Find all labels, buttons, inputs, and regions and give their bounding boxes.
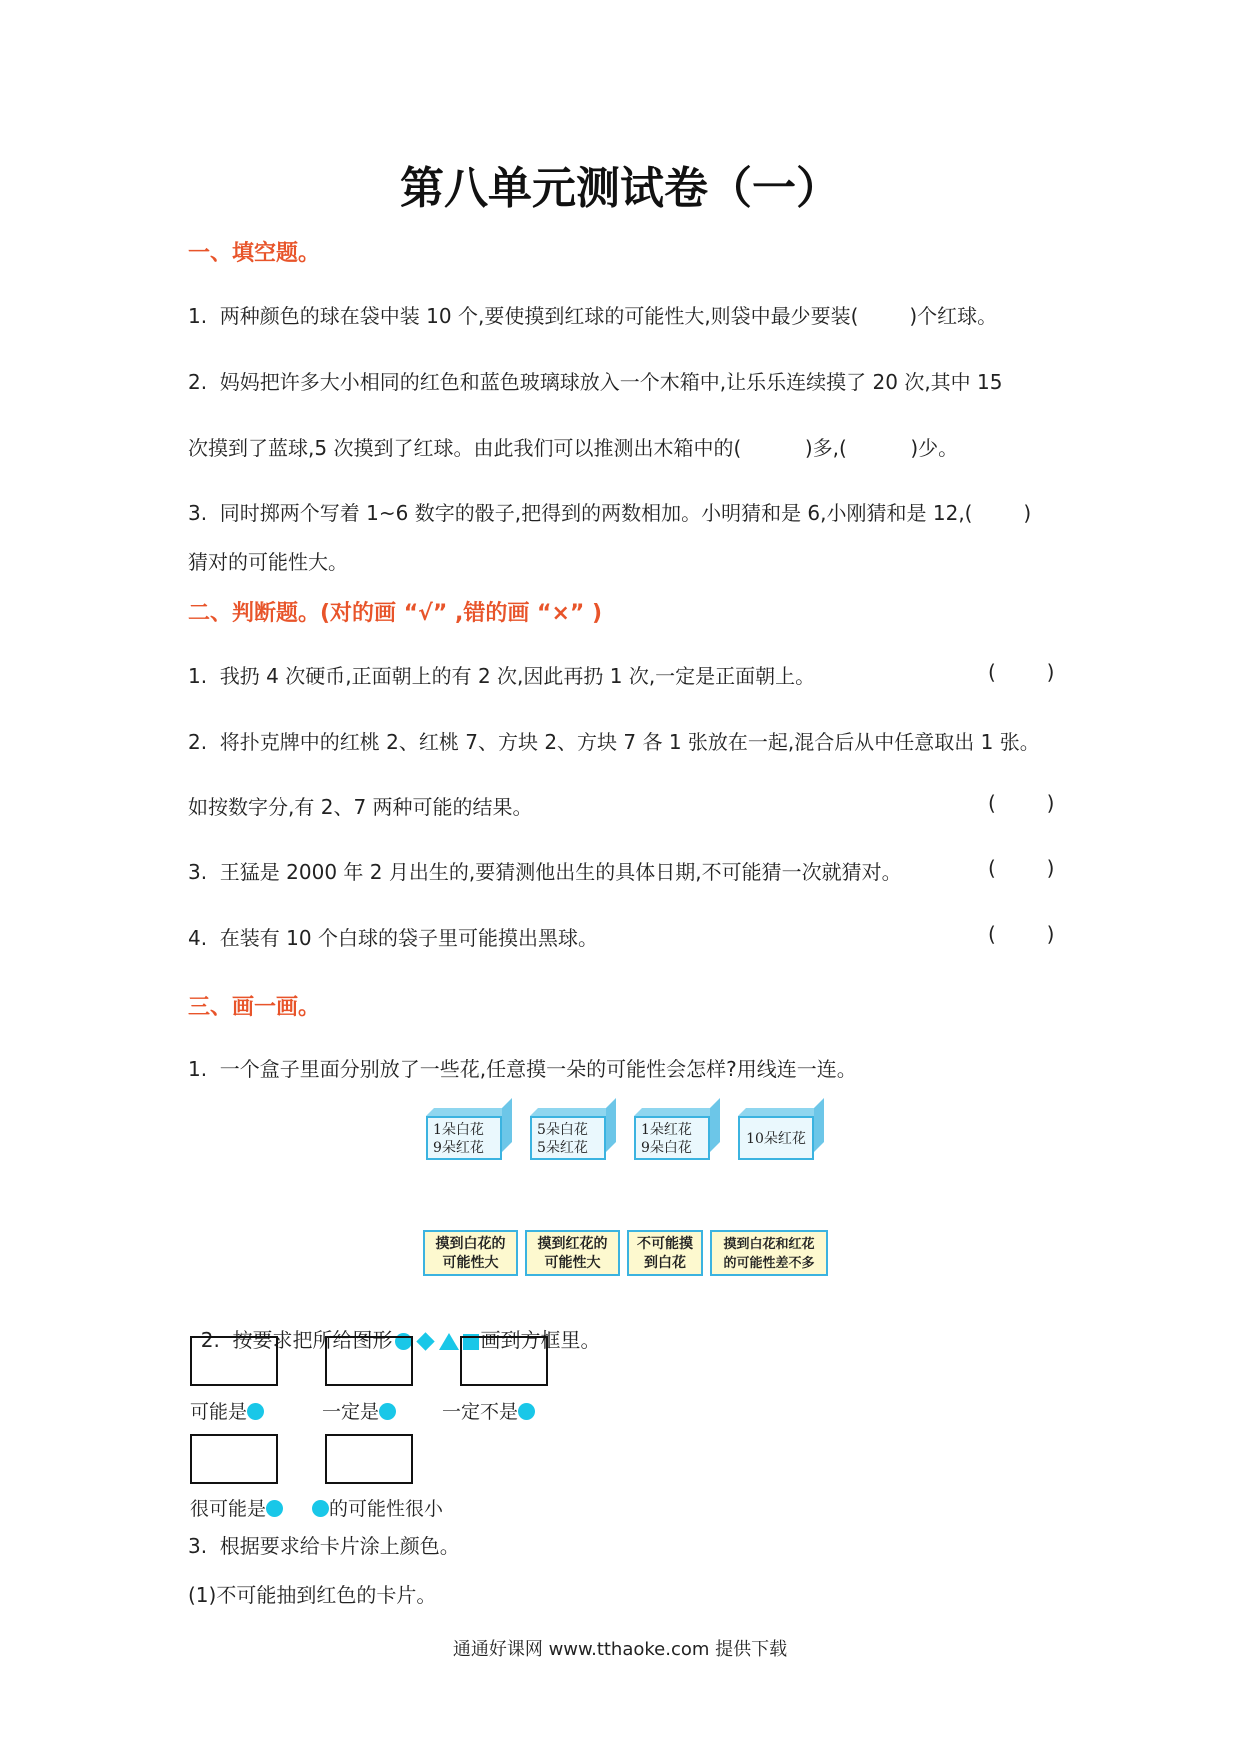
draw-box[interactable]: [460, 1336, 548, 1386]
question-text: 2. 妈妈把许多大小相同的红色和蓝色玻璃球放入一个木箱中,让乐乐连续摸了 20 次,其中 15: [188, 370, 1003, 394]
box-text: 1朵红花: [641, 1122, 692, 1138]
circle-icon: [247, 1403, 264, 1420]
question-text: 1. 我扔 4 次硬币,正面朝上的有 2 次,因此再扔 1 次,一定是正面朝上。: [188, 664, 816, 688]
box-text: 10朵红花: [746, 1131, 806, 1147]
possibility-label[interactable]: [627, 1230, 703, 1276]
question-text: 次摸到了蓝球,5 次摸到了红球。由此我们可以推测出木箱中的( )多,( )少。: [188, 436, 959, 460]
section-heading-fill-blank: 一、填空题。: [188, 241, 321, 266]
question-text: 3. 王猛是 2000 年 2 月出生的,要猜测他出生的具体日期,不可能猜一次就猜对。: [188, 860, 902, 884]
flower-box[interactable]: [738, 1108, 828, 1160]
draw-box[interactable]: [325, 1336, 413, 1386]
answer-parentheses: ( ): [988, 922, 1055, 946]
box-text: 1朵白花: [433, 1122, 484, 1138]
label-text: 到白花: [644, 1255, 686, 1271]
draw-box[interactable]: [325, 1434, 413, 1484]
question-text: 1. 一个盒子里面分别放了一些花,任意摸一朵的可能性会怎样?用线连一连。: [188, 1057, 857, 1081]
circle-icon: [518, 1403, 535, 1420]
draw-caption: 可能是: [190, 1397, 264, 1424]
draw-caption: 一定不是: [442, 1397, 535, 1424]
circle-icon: [266, 1500, 283, 1517]
triangle-icon: [439, 1333, 459, 1350]
question-text: 3. 同时掷两个写着 1~6 数字的骰子,把得到的两数相加。小明猜和是 6,小刚猜和是 12,( ): [188, 501, 1032, 525]
question-text: 如按数字分,有 2、7 两种可能的结果。: [188, 795, 533, 819]
box-text: 9朵红花: [433, 1140, 484, 1156]
label-text: 摸到白花的: [435, 1236, 506, 1252]
diamond-icon: [416, 1332, 434, 1350]
label-text: 可能性大: [544, 1255, 601, 1271]
question-text: 3. 根据要求给卡片涂上颜色。: [188, 1534, 460, 1558]
label-text: 摸到红花的: [537, 1236, 608, 1252]
question-text: 2. 将扑克牌中的红桃 2、红桃 7、方块 2、方块 7 各 1 张放在一起,混合后从中任意取出 1 张。: [188, 730, 1040, 754]
flower-box[interactable]: [634, 1108, 724, 1160]
possibility-label[interactable]: [710, 1230, 828, 1276]
circle-icon: [312, 1500, 329, 1517]
label-text: 的可能性差不多: [723, 1256, 815, 1271]
draw-caption: 的可能性很小: [312, 1494, 443, 1521]
possibility-label[interactable]: [525, 1230, 620, 1276]
question-text-part: 2. 按要求把所给图形: [200, 1328, 393, 1352]
question-text-part: 画到方框里。: [480, 1328, 601, 1352]
box-text: 9朵白花: [641, 1140, 692, 1156]
answer-parentheses: ( ): [988, 791, 1055, 815]
box-text: 5朵白花: [537, 1122, 588, 1138]
section-heading-draw: 三、画一画。: [188, 995, 321, 1020]
circle-icon: [379, 1403, 396, 1420]
possibility-label-row: [423, 1230, 823, 1276]
question-text: (1)不可能抽到红色的卡片。: [188, 1583, 437, 1607]
box-text: 5朵红花: [537, 1140, 588, 1156]
draw-caption: 一定是: [322, 1397, 396, 1424]
label-text: 摸到白花和红花: [723, 1237, 815, 1252]
page-title: 第八单元测试卷（一）: [400, 163, 840, 214]
draw-box[interactable]: [190, 1434, 278, 1484]
section-heading-true-false: 二、判断题。(对的画 “√” ,错的画 “×” ): [188, 601, 603, 626]
footer-text: 通通好课网 www.tthaoke.com 提供下载: [452, 1639, 788, 1660]
question-text: 1. 两种颜色的球在袋中装 10 个,要使摸到红球的可能性大,则袋中最少要装( )个红球。: [188, 304, 998, 328]
draw-caption: 很可能是: [190, 1494, 283, 1521]
flower-box-row: [426, 1108, 826, 1160]
label-text: 不可能摸: [637, 1236, 693, 1252]
label-text: 可能性大: [442, 1255, 499, 1271]
answer-parentheses: ( ): [988, 856, 1055, 880]
flower-box[interactable]: [530, 1108, 620, 1160]
answer-parentheses: ( ): [988, 660, 1055, 684]
draw-box[interactable]: [190, 1336, 278, 1386]
flower-box[interactable]: [426, 1108, 516, 1160]
question-text: 猜对的可能性大。: [188, 550, 348, 574]
possibility-label[interactable]: [423, 1230, 518, 1276]
question-text: 4. 在装有 10 个白球的袋子里可能摸出黑球。: [188, 926, 598, 950]
